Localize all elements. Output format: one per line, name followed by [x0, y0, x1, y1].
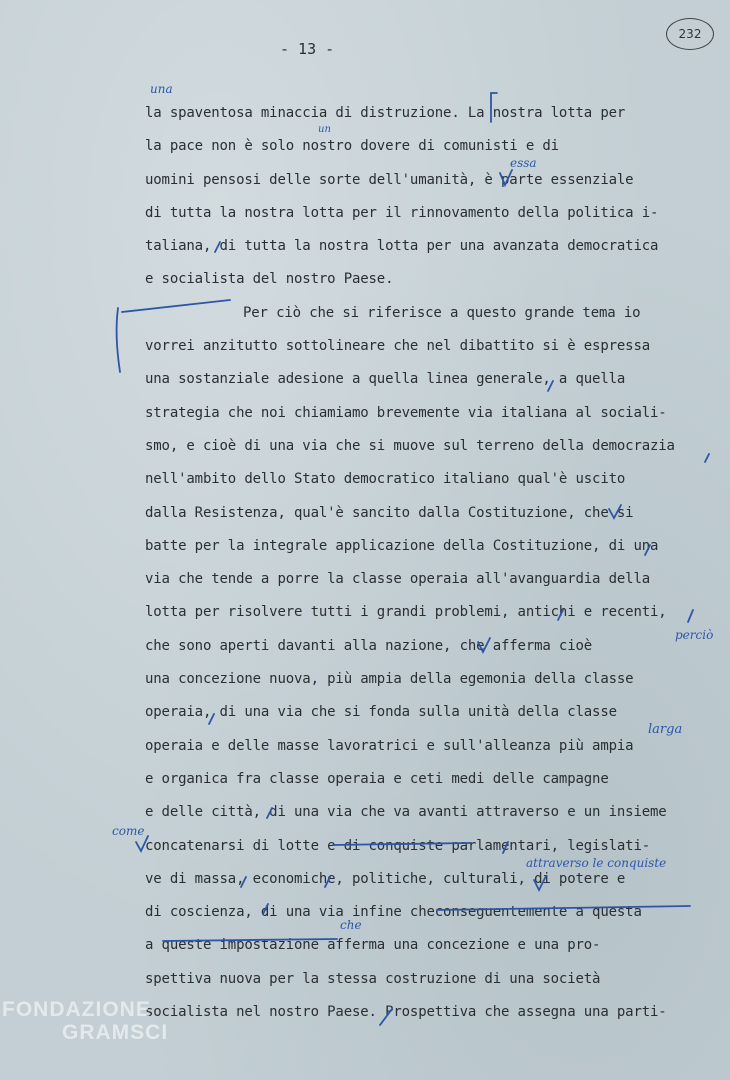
text-line: una concezione nuova, più ampia della egemonia della classe: [145, 671, 634, 688]
handwritten-note: larga: [648, 722, 683, 737]
text-line: lotta per risolvere tutti i grandi problemi, antichi e recenti,: [145, 604, 667, 621]
text-line: concatenarsi di lotte e di conquiste parlamentari, legislati-: [145, 837, 651, 854]
text-line: via che tende a porre la classe operaia all'avanguardia della: [145, 571, 651, 588]
text-line: che sono aperti davanti alla nazione, che afferma cioè: [145, 637, 593, 654]
text-line: taliana, di tutta la nostra lotta per una avanzata democratica: [145, 238, 659, 255]
text-line: e organica fra classe operaia e ceti medi delle campagne: [145, 770, 609, 787]
text-line: operaia e delle masse lavoratrici e sull'alleanza più ampia: [145, 737, 634, 754]
text-line: di tutta la nostra lotta per il rinnovamento della politica i-: [145, 204, 659, 221]
watermark-line: FONDAZIONE: [2, 998, 151, 1021]
handwritten-note: perciò: [675, 628, 714, 642]
text-line: di coscienza, di una via infine checonseguentemente a questa: [145, 904, 642, 921]
text-line: nell'ambito dello Stato democratico italiano qual'è uscito: [145, 471, 626, 488]
handwritten-note: un: [318, 124, 331, 135]
text-line: e delle città, di una via che va avanti attraverso e un insieme: [145, 804, 667, 821]
handwritten-note: attraverso le conquiste: [526, 856, 667, 870]
text-line: vorrei anzitutto sottolineare che nel dibattito si è espressa: [145, 338, 651, 355]
archive-number: 232: [678, 27, 702, 41]
text-line: spettiva nuova per la stessa costruzione di una società: [145, 970, 601, 987]
text-line: socialista nel nostro Paese. Prospettiva che assegna una parti-: [145, 1004, 667, 1021]
text-line: a queste impostazione afferma una concezione e una pro-: [145, 937, 601, 954]
watermark-line: GRAMSCI: [62, 1021, 169, 1044]
text-line: batte per la integrale applicazione della Costituzione, di una: [145, 537, 659, 554]
text-line: dalla Resistenza, qual'è sancito dalla Costituzione, che si: [145, 504, 634, 521]
text-line: operaia, di una via che si fonda sulla unità della classe: [145, 704, 617, 721]
page-number: - 13 -: [280, 40, 335, 58]
text-line: e socialista del nostro Paese.: [145, 271, 394, 288]
text-line: smo, e cioè di una via che si muove sul terreno della democrazia: [145, 437, 675, 454]
text-line: ve di massa, economiche, politiche, culturali, di potere e: [145, 870, 626, 887]
fondazione-gramsci-watermark: [2, 998, 168, 1044]
text-line: uomini pensosi delle sorte dell'umanità, è parte essenziale: [145, 171, 634, 188]
handwritten-note: essa: [510, 156, 537, 170]
handwritten-note: una: [150, 82, 173, 96]
handwritten-note: come: [112, 824, 145, 838]
text-line: una sostanziale adesione a quella linea generale, a quella: [145, 371, 626, 388]
text-line: la pace non è solo nostro dovere di comunisti e di: [145, 138, 559, 155]
handwritten-note: che: [340, 918, 362, 932]
text-line: strategia che noi chiamiamo brevemente via italiana al sociali-: [145, 404, 667, 421]
text-line: la spaventosa minaccia di distruzione. La nostra lotta per: [145, 105, 626, 121]
text-line: Per ciò che si riferisce a questo grande tema io: [243, 304, 641, 321]
